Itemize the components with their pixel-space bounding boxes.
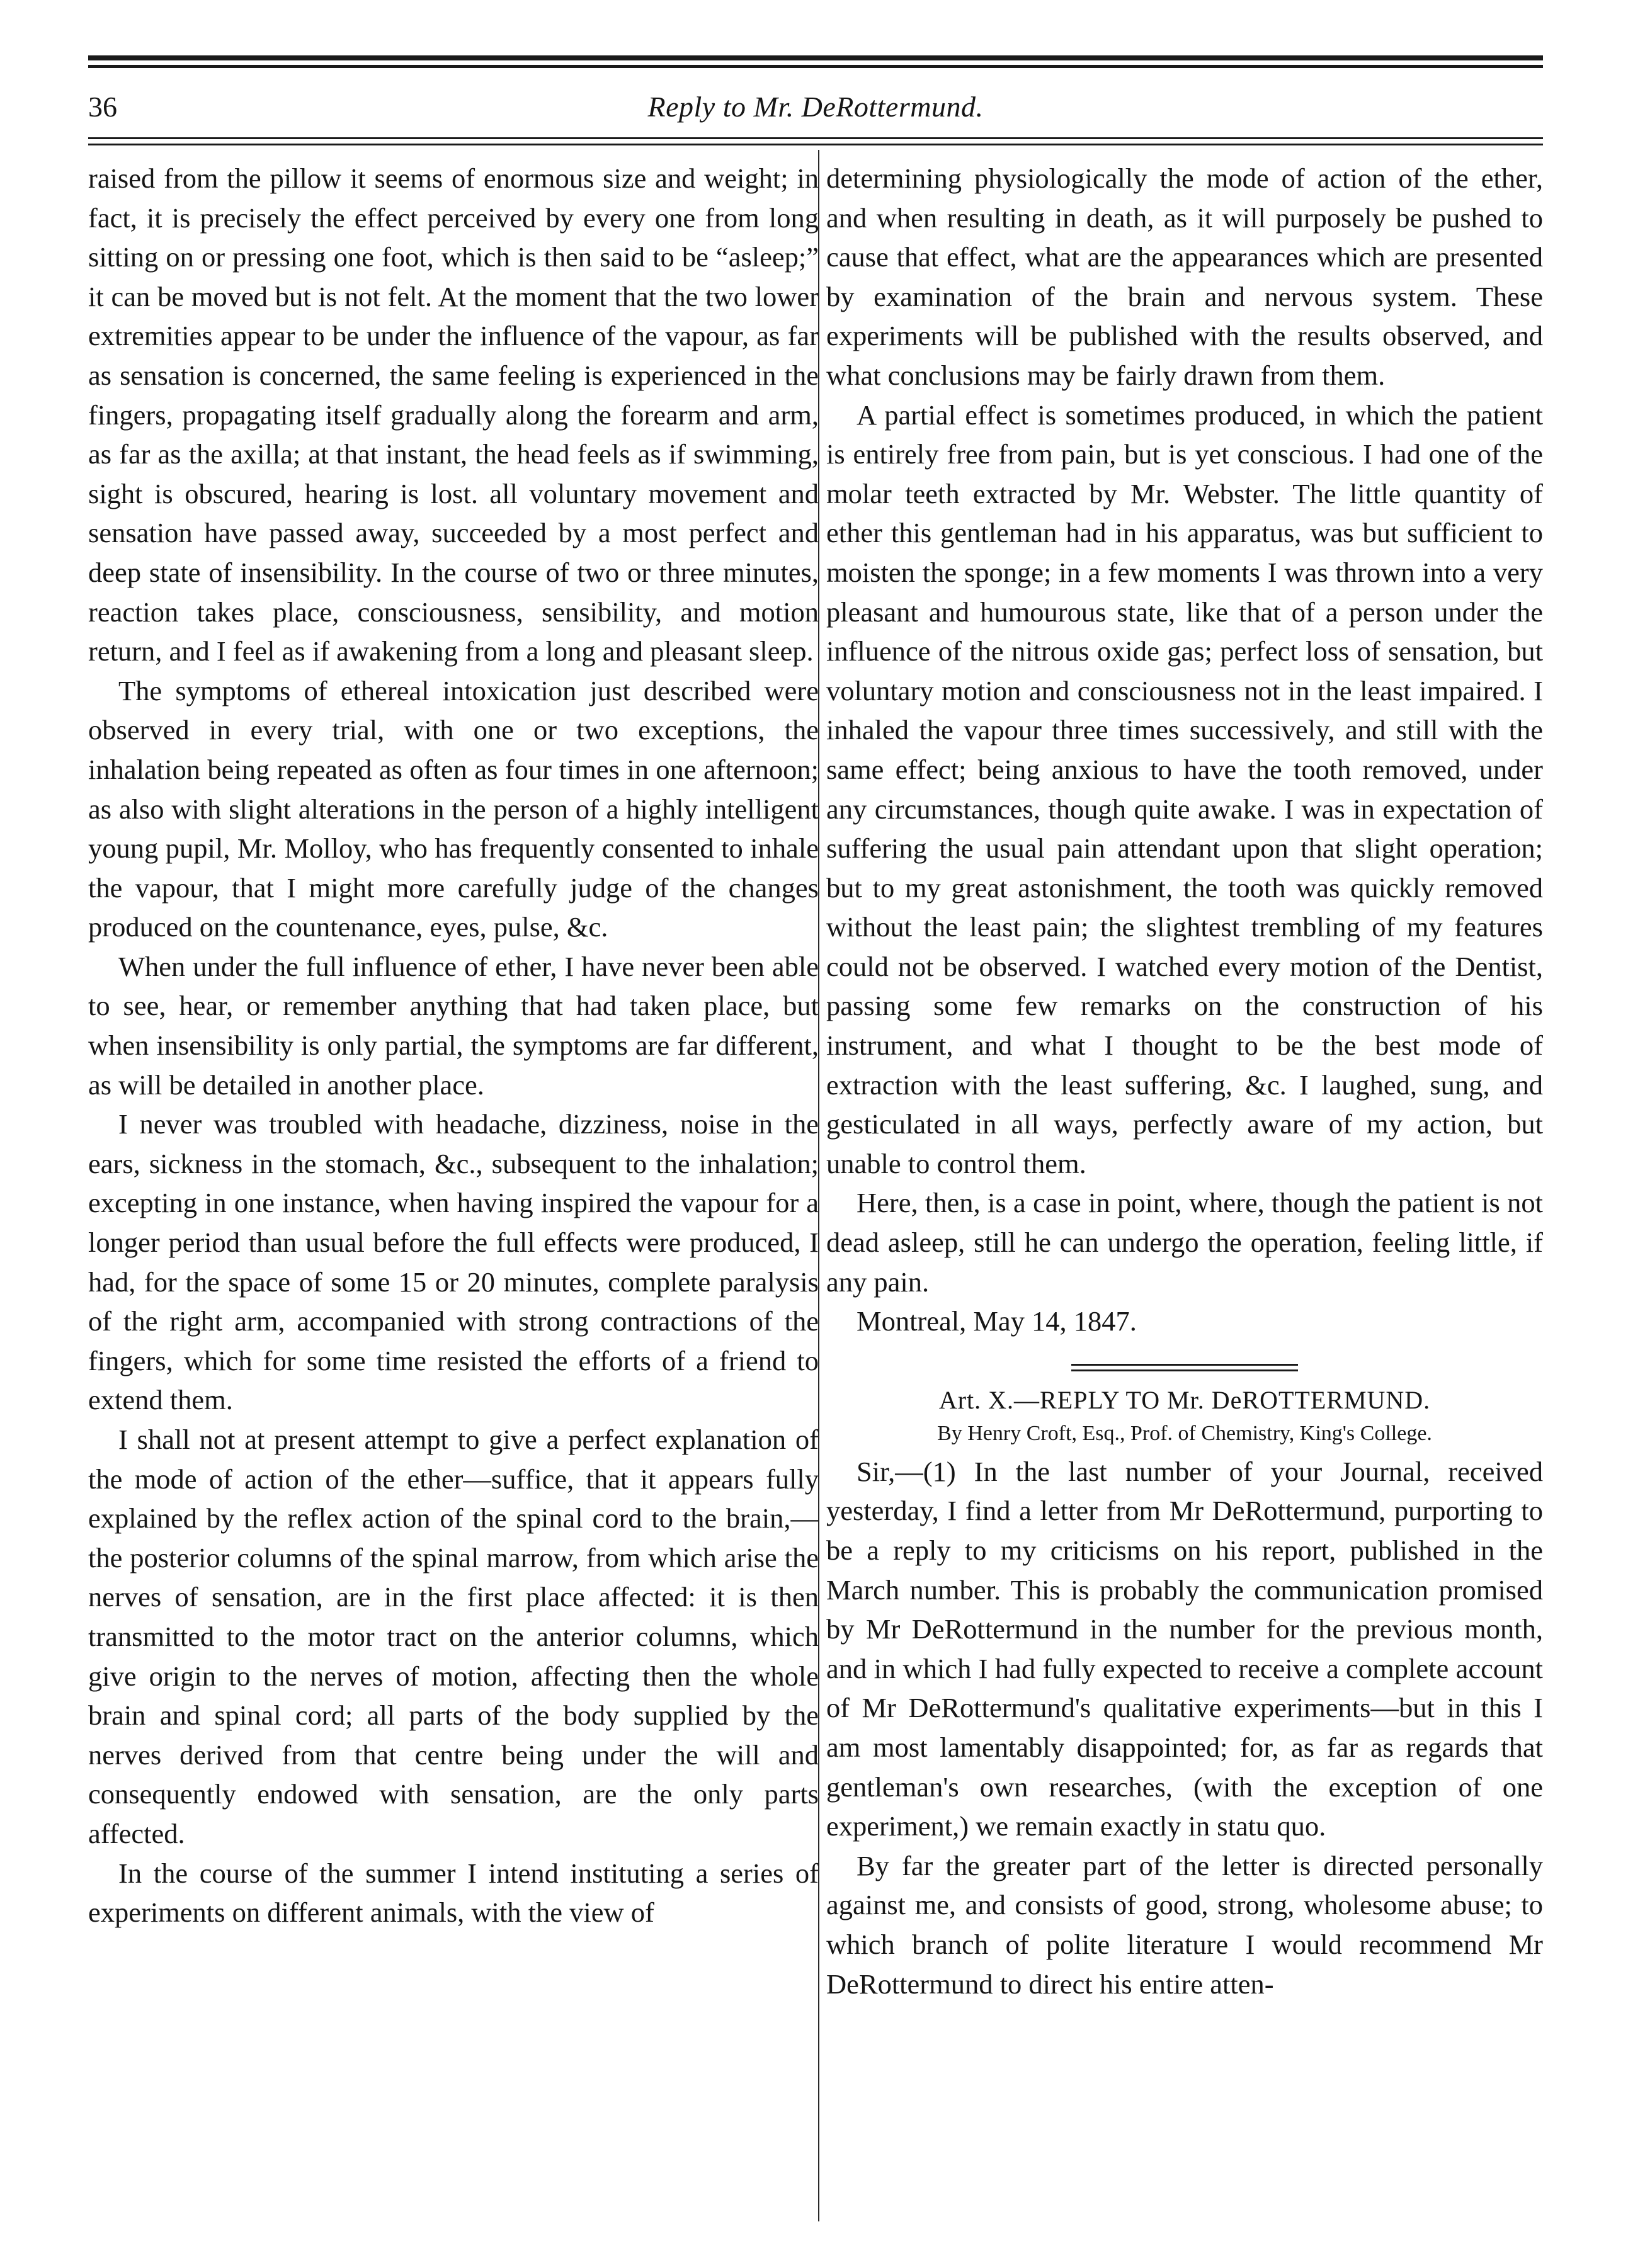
right-column — [826, 159, 1543, 2004]
paragraph: In the course of the summer I intend instituting a series of experiments on different animals, with the view of — [88, 1857, 819, 1929]
paragraph: A partial effect is sometimes produced, in which the patient is entirely free from pain, but is yet conscious. I had one of the molar teeth extracted by Mr. Webster. The little quantity of ether this gentleman had in his apparatus, was but sufficient to moisten the sponge; in a few moments I was thrown into a very pleasant and humourous state, like that of a person under the influence of the nitrous oxide gas; perfect loss of sensation, but voluntary motion and consciousness not in the least impaired. I inhaled the vapour three times successively, and still with the same effect; being anxious to have the tooth removed, under any circumstances, though quite awake. I was in expectation of suffering the usual pain attendant upon that slight operation; but to my great astonishment, the tooth was quickly removed without the least pain; the slightest trembling of my features could not be observed. I watched every motion of the Dentist, passing some few remarks on the construction of his instrument, and what I thought to be the best mode of extraction with the least suffering, &c. I laughed, sung, and gesticulated in all ways, perfectly aware of my action, but unable to control them. — [826, 399, 1543, 1179]
dateline: Montreal, May 14, 1847. — [857, 1305, 1137, 1337]
header-rule-lower — [88, 144, 1543, 145]
top-border-rule — [88, 55, 1543, 60]
page-number: 36 — [88, 91, 117, 123]
separator-rule — [1071, 1369, 1298, 1371]
article-byline: By Henry Croft, Esq., Prof. of Chemistry, King's College. — [937, 1421, 1432, 1445]
top-border-rule-thin — [88, 65, 1543, 68]
paragraph: I shall not at present attempt to give a perfect explanation of the mode of action of the ether—suffice, that it appears fully explained by the reflex action of the spinal cord to the brain,—the posterior columns of the spinal marrow, from which arise the nerves of sensation, are in the first place affected: it is then transmitted to the motor tract on the anterior columns, which give origin to the nerves of motion, affecting then the whole brain and spinal cord; all parts of the body supplied by the nerves derived from that centre being under the will and consequently endowed with sensation, are the only parts affected. — [88, 1424, 819, 1849]
article-heading: Art. X.—REPLY TO Mr. DeROTTERMUND. — [938, 1385, 1431, 1414]
paragraph: Sir,—(1) In the last number of your Journal, received yesterday, I find a letter from Mr DeRottermund, purporting to be a reply to my criticisms on his report, published in the March number. This is probably the communication promised by Mr DeRottermund in the number for the previous month, and in which I had fully expected to receive a complete account of Mr DeRottermund's qualitative experiments—but in this I am most lamentably disappointed; for, as far as regards that gentleman's own researches, (with the exception of one experiment,) we remain exactly in statu quo. — [826, 1455, 1543, 1842]
running-head — [88, 88, 1543, 132]
header-rule — [88, 137, 1543, 139]
paragraph: I never was troubled with headache, dizziness, noise in the ears, sickness in the stomach, &c., subsequent to the inhalation; excepting in one instance, when having inspired the vapour for a longer period than usual before the full effects were produced, I had, for the space of some 15 or 20 minutes, complete paralysis of the right arm, accompanied with strong contractions of the fingers, which for some time resisted the efforts of a friend to extend them. — [88, 1108, 819, 1416]
paragraph: When under the full influence of ether, I have never been able to see, hear, or remember anything that had taken place, but when insensibility is only partial, the symptoms are far different, as will be detailed in another place. — [88, 950, 819, 1101]
article-separator — [1071, 1364, 1298, 1371]
separator-rule — [1071, 1364, 1298, 1366]
paragraph: Here, then, is a case in point, where, though the patient is not dead asleep, still he can undergo the operation, feeling little, if any pain. — [826, 1187, 1543, 1298]
paragraph: The symptoms of ethereal intoxication just described were observed in every trial, with one or two exceptions, the inhalation being repeated as often as four times in one afternoon; as also with slight alterations in the person of a highly intelligent young pupil, Mr. Molloy, who has frequently consented to inhale the vapour, that I might more carefully judge of the changes produced on the countenance, eyes, pulse, &c. — [88, 674, 819, 943]
paragraph: By far the greater part of the letter is directed personally against me, and consists of good, strong, wholesome abuse; to which branch of polite literature I would recommend Mr DeRottermund to direct his entire atten- — [826, 1849, 1543, 2000]
running-title: Reply to Mr. DeRottermund. — [647, 91, 984, 123]
paragraph: raised from the pillow it seems of enormous size and weight; in fact, it is precisely the effect perceived by every one from long sitting on or pressing one foot, which is then said to be “asleep;” it can be moved but is not felt. At the moment that the two lower extremities appear to be under the influence of the vapour, as far as sensation is concerned, the same feeling is experienced in the fingers, propagating itself gradually along the forearm and arm, as far as the axilla; at that instant, the head feels as if swimming, sight is obscured, hearing is lost. all voluntary movement and sensation have passed away, succeeded by a most perfect and deep state of insensibility. In the course of two or three minutes, reaction takes place, consciousness, sensibility, and motion return, and I feel as if awakening from a long and pleasant sleep. — [88, 162, 819, 667]
left-column — [88, 159, 819, 1932]
paragraph: determining physiologically the mode of action of the ether, and when resulting in death, as it will purposely be pushed to cause that effect, what are the appearances which are presented by examination of the brain and nervous system. These experiments will be published with the results observed, and what conclusions may be fairly drawn from them. — [826, 162, 1543, 391]
